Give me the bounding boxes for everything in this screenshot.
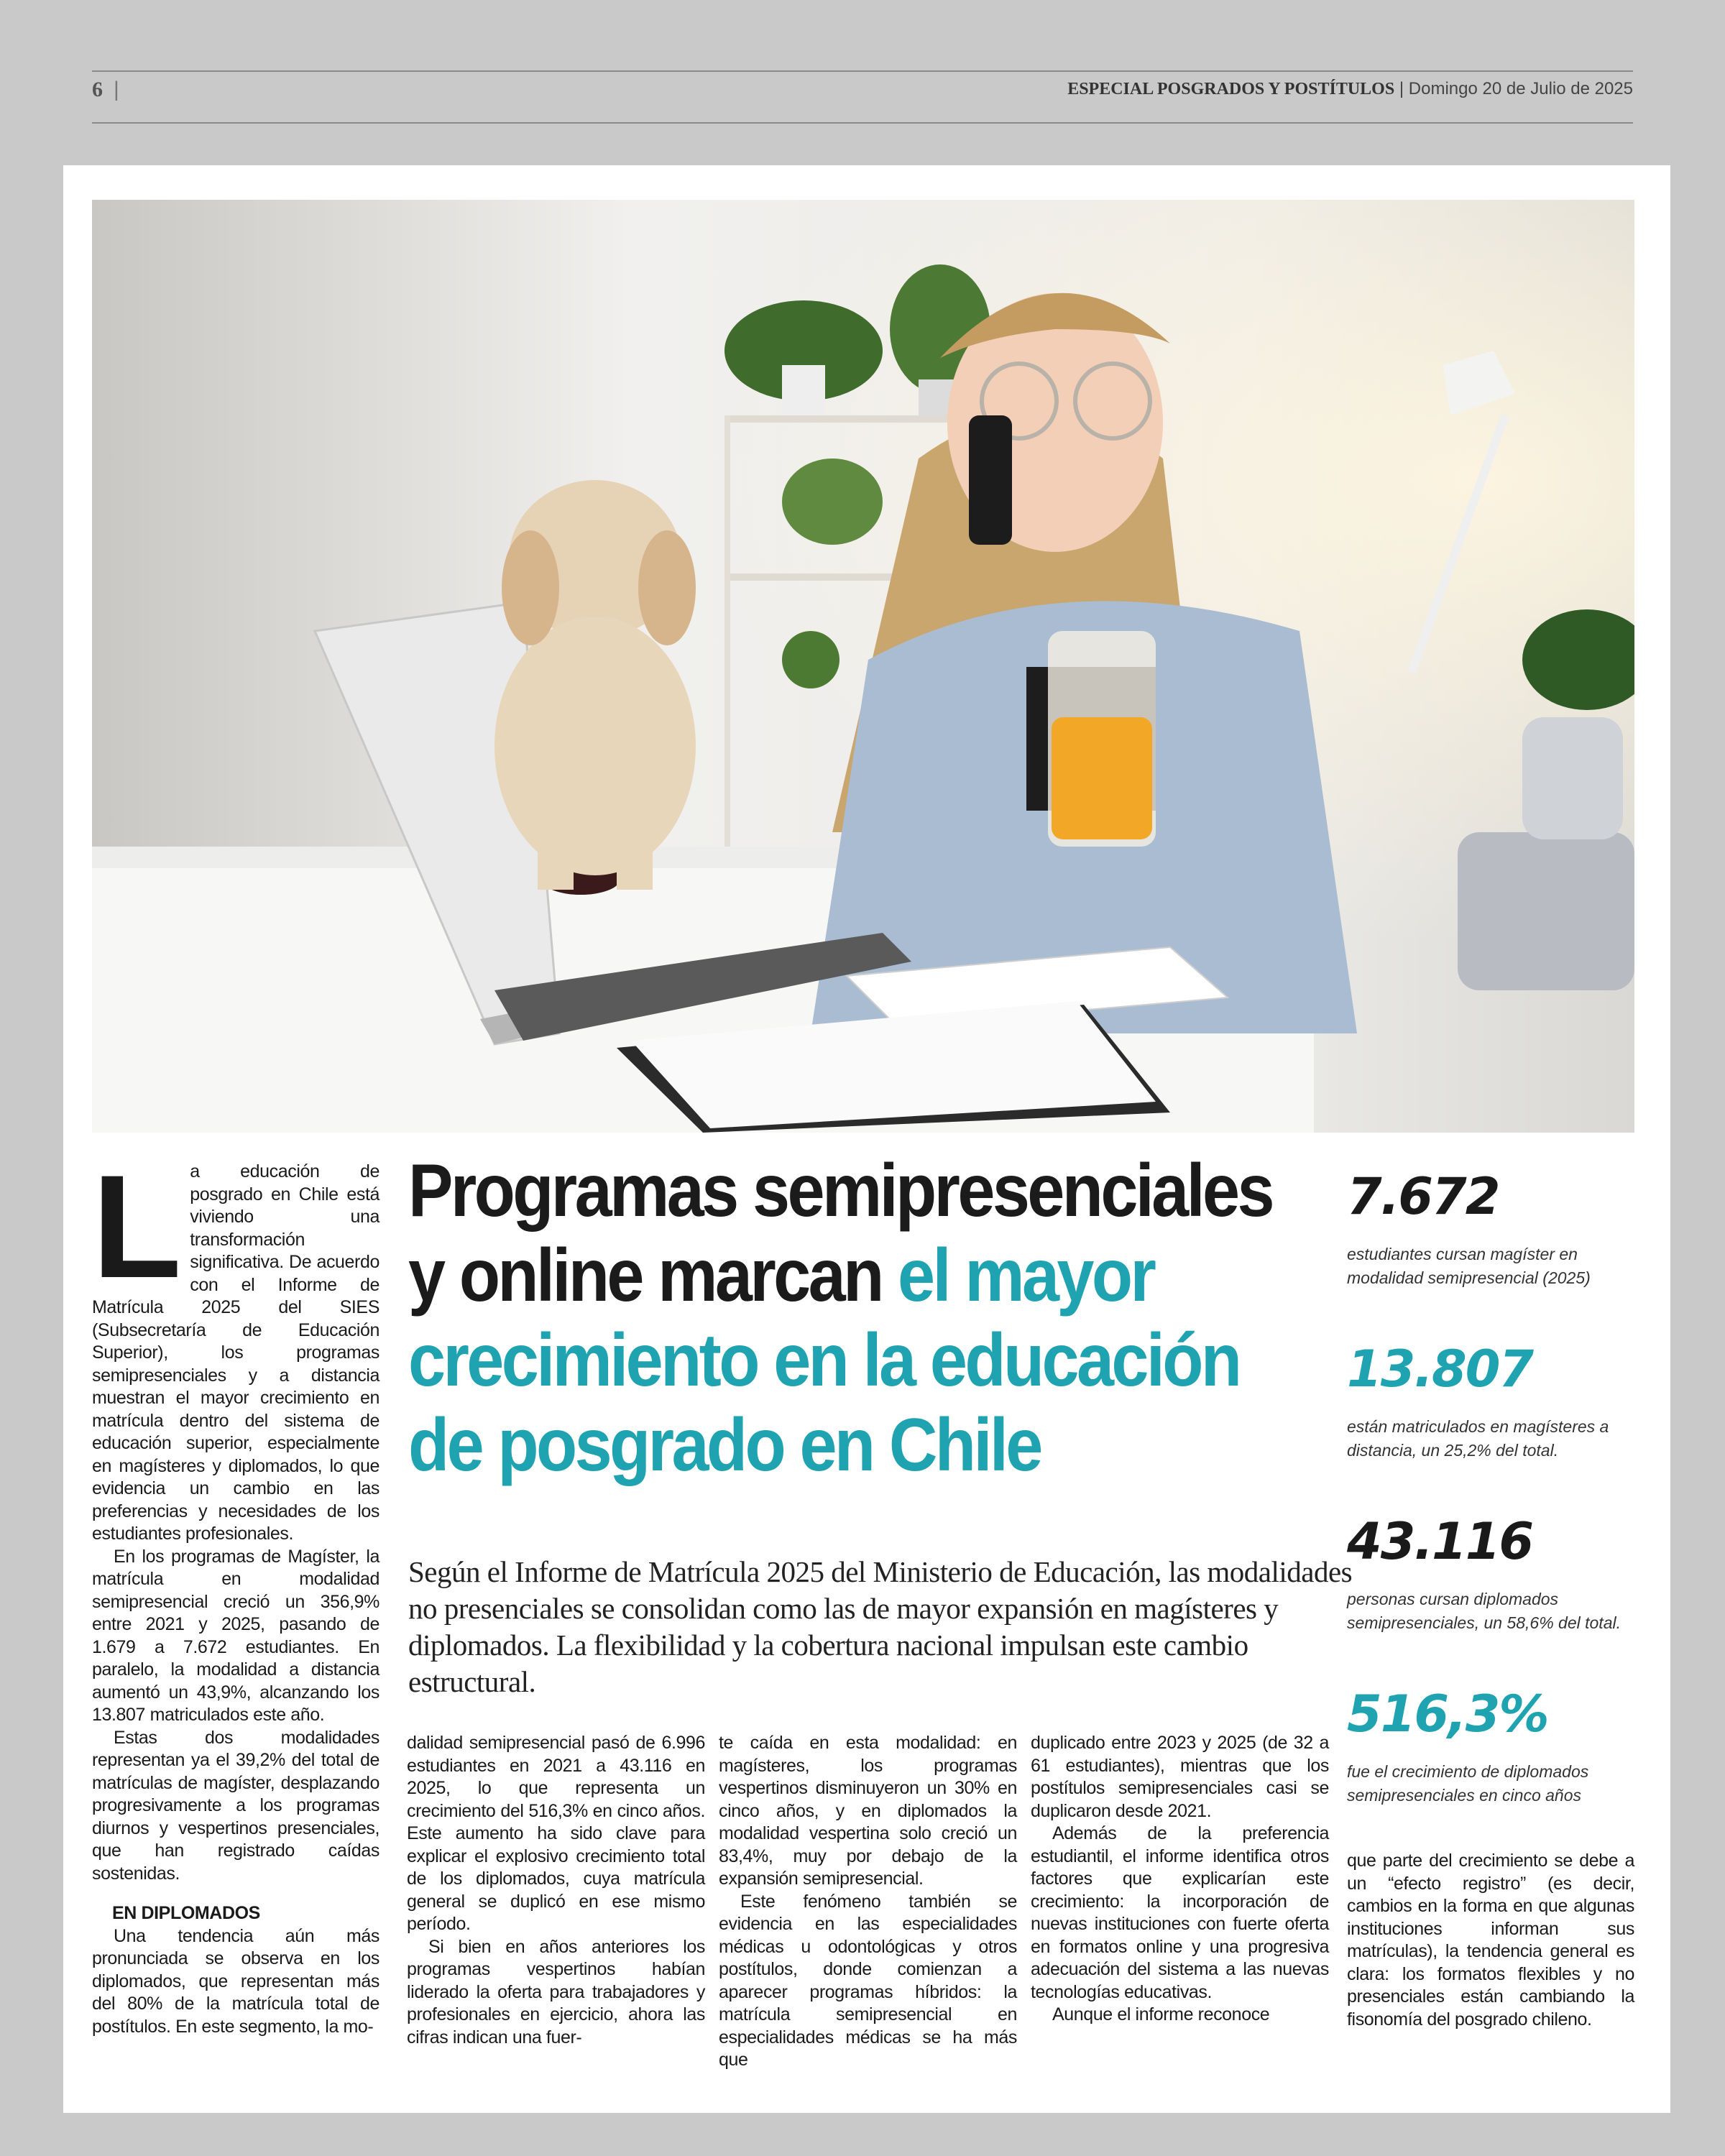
paragraph: Este fenómeno también se evidencia en las especialidades médicas u odontológicas y otros postítulos, donde comienzan a aparecer programas híbridos: la matrícula semipresencial en especialidades médicas se ha más que [719, 1891, 1017, 2070]
paragraph: que parte del crecimiento se debe a un “efecto registro” (es decir, cambios en la forma en que algunas instituciones informan sus matrículas), la tendencia general es clara: los formatos flexibles y no presenciales están cambiando la fisonomía del posgrado chileno. [1347, 1851, 1634, 2030]
article-column-3 [719, 1732, 1017, 2072]
page-number: 6 [92, 78, 103, 101]
page-number-separator: | [114, 78, 119, 101]
article-headline [408, 1148, 1282, 1488]
stat-caption: están matriculados en magísteres a distancia, un 25,2% del total. [1347, 1417, 1609, 1460]
headline-highlight: el mayor crecimiento en la educación de posgrado en Chile [408, 1234, 1240, 1487]
paragraph: a educación de posgrado en Chile está viviendo una transformación significativa. De acuerdo con el Informe de Matrícula 2025 del SIES (Subsecretaría de Educación Superior), los programas semipresenciales y a distancia muestran el mayor crecimiento en matrícula dentro del sistema de educación superior, especialmente en magísteres y diplomados, lo que evidencia un cambio en las preferencias y necesidades de los estudiantes profesionales. [92, 1161, 380, 1544]
paragraph: Además de la preferencia estudiantil, el informe identifica otros factores que explicarían este crecimiento: la incorporación de nuevas instituciones con fuerte oferta en formatos online y una progresiva adecuación del sistema a las nuevas tecnologías educativas. [1031, 1823, 1329, 2002]
stat-value: 13.807 [1347, 1340, 1533, 1399]
stat-block [1347, 1685, 1642, 1858]
stat-caption: fue el crecimiento de diplomados semipresenciales en cinco años [1347, 1762, 1589, 1805]
section-subheading: EN DIPLOMADOS [112, 1903, 260, 1923]
stat-block [1347, 1513, 1642, 1685]
paragraph: te caída en esta modalidad: en magísteres, los programas vespertinos disminuyeron un 30% en cinco años, y en diplomados la modalidad vespertina solo creció un 83,4%, muy por debajo de la expansión semipresencial. [719, 1733, 1017, 1889]
headline-main: Programas semipresenciales y online marcan [408, 1149, 1272, 1317]
paragraph: En los programas de Magíster, la matrícula en modalidad semipresencial creció un 356,9% entre 2021 y 2025, pasando de 1.679 a 7.672 estudiantes. En paralelo, la modalidad a distancia aumentó un 43,9%, alcanzando los 13.807 matriculados este año. [92, 1546, 380, 1725]
article-card [63, 165, 1670, 2113]
stat-value: 7.672 [1347, 1167, 1499, 1226]
stat-value: 516,3% [1347, 1685, 1548, 1743]
paragraph: Aunque el informe reconoce [1052, 2004, 1270, 2024]
stats-sidebar [1347, 1168, 1642, 1858]
paragraph: Una tendencia aún más pronunciada se observa en los diplomados, que representan más del 80% de la matrícula total de postítulos. En este segmento, la mo- [92, 1925, 380, 2037]
stat-block [1347, 1340, 1642, 1513]
publication-date: | Domingo 20 de Julio de 2025 [1399, 79, 1633, 98]
paragraph: Si bien en años anteriores los programas vespertinos habían liderado la oferta para trabajadores y profesionales en ejercicio, ahora las cifras indican una fuer- [407, 1936, 705, 2047]
page-header [92, 70, 1633, 124]
article-column-1 [92, 1145, 380, 2038]
stat-caption: estudiantes cursan magíster en modalidad semipresencial (2025) [1347, 1245, 1591, 1287]
photo-illustration [92, 200, 1634, 1133]
stat-block [1347, 1168, 1642, 1340]
section-title: ESPECIAL POSGRADOS Y POSTÍTULOS [1067, 80, 1395, 98]
header-section-info [1067, 79, 1633, 99]
drop-cap: L [92, 1145, 182, 1309]
stat-value: 43.116 [1347, 1512, 1533, 1571]
article-photo [92, 200, 1634, 1133]
article-column-5 [1347, 1850, 1634, 2031]
paragraph: duplicado entre 2023 y 2025 (de 32 a 61 estudiantes), mientras que los postítulos semipresenciales casi se duplicaron desde 2021. [1031, 1733, 1329, 1821]
article-column-2 [407, 1732, 705, 2049]
article-column-4 [1031, 1732, 1329, 2027]
paragraph: dalidad semipresencial pasó de 6.996 estudiantes en 2021 a 43.116 en 2025, lo que representa un crecimiento del 516,3% en cinco años. Este aumento ha sido clave para explicar el explosivo crecimiento total de los diplomados, cuya matrícula general se duplicó en ese mismo período. [407, 1733, 705, 1934]
stat-caption: personas cursan diplomados semipresenciales, un 58,6% del total. [1347, 1590, 1621, 1632]
paragraph: Estas dos modalidades representan ya el 39,2% del total de matrículas de magíster, desplazando progresivamente a los programas diurnos y vespertinos presenciales, que han registrado caídas sostenidas. [92, 1727, 380, 1884]
article-dek: Según el Informe de Matrícula 2025 del Ministerio de Educación, las modalidades no presenciales se consolidan como las de mayor expansión en magísteres y diplomados. La flexibilidad y la cobertura nacional impulsan este cambio estructural. [408, 1555, 1353, 1698]
